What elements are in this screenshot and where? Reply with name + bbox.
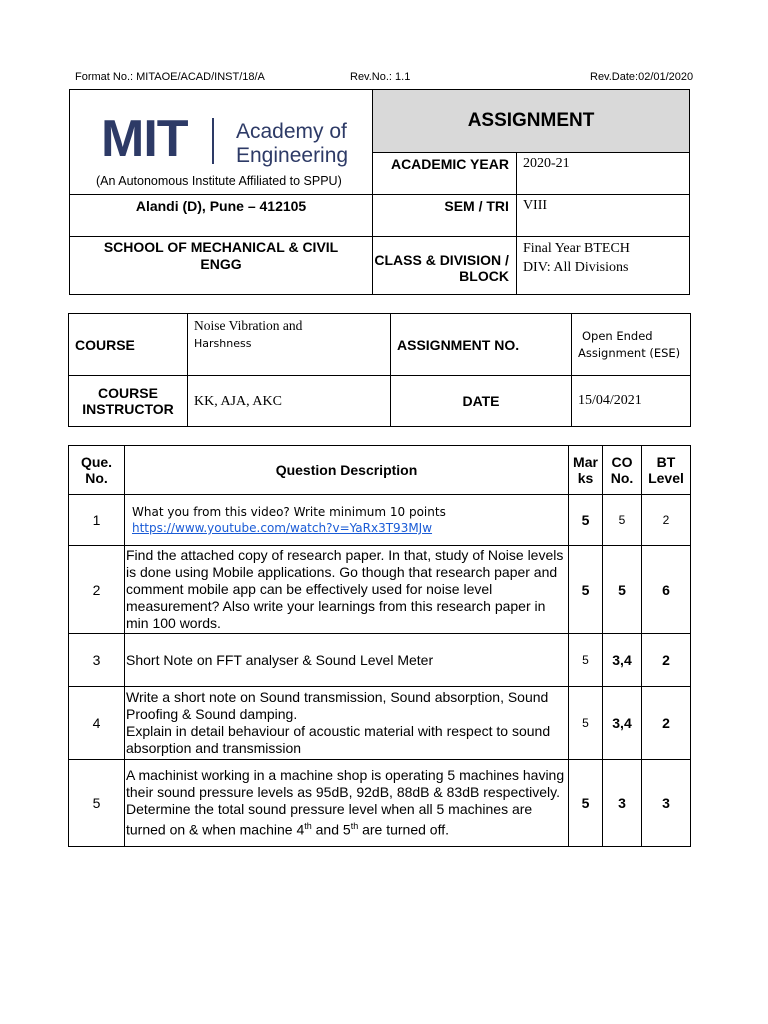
- question-co: 3,4: [603, 634, 642, 687]
- revision-date: Rev.Date:02/01/2020: [590, 71, 694, 83]
- question-marks: 5: [569, 760, 603, 847]
- academic-year-value: 2020-21: [516, 152, 689, 194]
- video-link[interactable]: https://www.youtube.com/watch?v=YaRx3T93MJw: [132, 521, 433, 535]
- header-bt: BT Level: [642, 446, 691, 495]
- date-label: DATE: [391, 376, 572, 427]
- class-line2: DIV: All Divisions: [522, 260, 629, 275]
- question-number: 2: [69, 546, 125, 634]
- question-co: 5: [603, 495, 642, 546]
- instructor-label: COURSE INSTRUCTOR: [69, 376, 188, 427]
- question-marks: 5: [569, 546, 603, 634]
- sem-value: VIII: [516, 195, 689, 237]
- course-value: [188, 314, 391, 376]
- question-co: 3: [603, 760, 642, 847]
- question-description: Short Note on FFT analyser & Sound Level Meter: [125, 634, 569, 687]
- question-bt: 3: [642, 760, 691, 847]
- question-description: [125, 687, 569, 760]
- question-bt: 2: [642, 495, 691, 546]
- question-text-line1: Write a short note on Sound transmission, Sound absorption, Sound Proofing & Sound damping.: [126, 689, 549, 722]
- institute-logo: [70, 90, 372, 194]
- question-description: [125, 495, 569, 546]
- question-co: 3,4: [603, 687, 642, 760]
- question-number: 4: [69, 687, 125, 760]
- question-number: 3: [69, 634, 125, 687]
- affiliation-text: (An Autonomous Institute Affiliated to SPPU): [96, 174, 342, 188]
- question-row: [69, 760, 691, 847]
- header-co: CO No.: [603, 446, 642, 495]
- course-line2: Harshness: [194, 337, 252, 350]
- header-que-no: Que. No.: [69, 446, 125, 495]
- instructor-value: KK, AJA, AKC: [188, 376, 391, 427]
- questions-header-row: [69, 446, 691, 495]
- course-line1: Noise Vibration and: [194, 318, 303, 333]
- revision-number: Rev.No.: 1.1: [350, 71, 411, 83]
- assignment-no-value: [572, 314, 691, 376]
- institute-header-table: [69, 89, 690, 295]
- question-row: [69, 687, 691, 760]
- logo-mit-text: MIT: [101, 110, 188, 168]
- question-bt: 6: [642, 546, 691, 634]
- question-row: [69, 495, 691, 546]
- assignment-title: ASSIGNMENT: [373, 90, 690, 153]
- course-info-table: [68, 313, 691, 427]
- class-division-label: CLASS & DIVISION / BLOCK: [373, 237, 517, 295]
- question-text-line2: Explain in detail behaviour of acoustic material with respect to sound absorption and transmission: [126, 723, 551, 756]
- header-description: Question Description: [125, 446, 569, 495]
- assignment-no-line2: Assignment (ESE): [578, 345, 681, 360]
- questions-table: [68, 445, 691, 847]
- format-number: Format No.: MITAOE/ACAD/INST/18/A: [75, 71, 265, 83]
- sem-label: SEM / TRI: [373, 195, 517, 237]
- assignment-no-line1: Open Ended: [582, 328, 653, 343]
- question-number: 5: [69, 760, 125, 847]
- question-row: [69, 634, 691, 687]
- course-label: COURSE: [69, 314, 188, 376]
- logo-cell: [70, 90, 373, 195]
- logo-line1: Academy of: [236, 120, 347, 143]
- question-bt: 2: [642, 687, 691, 760]
- question-marks: 5: [569, 687, 603, 760]
- question-row: [69, 546, 691, 634]
- question-text: What you from this video? Write minimum 10 points: [132, 505, 446, 519]
- question-description: Find the attached copy of research paper. In that, study of Noise levels is done using Mobile applications. Go though that research paper and comment mobile app can be effectively used for noise level measurement? Also write your learnings from this research paper in min 100 words.: [125, 546, 569, 634]
- question-marks: 5: [569, 634, 603, 687]
- assignment-no-label: ASSIGNMENT NO.: [391, 314, 572, 376]
- institute-address: Alandi (D), Pune – 412105: [70, 195, 373, 237]
- header-marks: Mar ks: [569, 446, 603, 495]
- logo-divider: [212, 118, 214, 164]
- question-number: 1: [69, 495, 125, 546]
- logo-line2: Engineering: [236, 144, 349, 167]
- question-co: 5: [603, 546, 642, 634]
- question-description: A machinist working in a machine shop is operating 5 machines having their sound pressure levels as 95dB, 92dB, 88dB & 83dB respectively. Determine the total sound pressure level when all 5 machines are turned on & when machine 4th and 5th are turned off.: [125, 760, 569, 847]
- date-value: 15/04/2021: [572, 376, 691, 427]
- school-name: SCHOOL OF MECHANICAL & CIVIL ENGG: [70, 237, 373, 295]
- question-bt: 2: [642, 634, 691, 687]
- question-marks: 5: [569, 495, 603, 546]
- class-division-value: [516, 237, 689, 295]
- academic-year-label: ACADEMIC YEAR: [373, 152, 517, 194]
- class-line1: Final Year BTECH: [522, 241, 630, 256]
